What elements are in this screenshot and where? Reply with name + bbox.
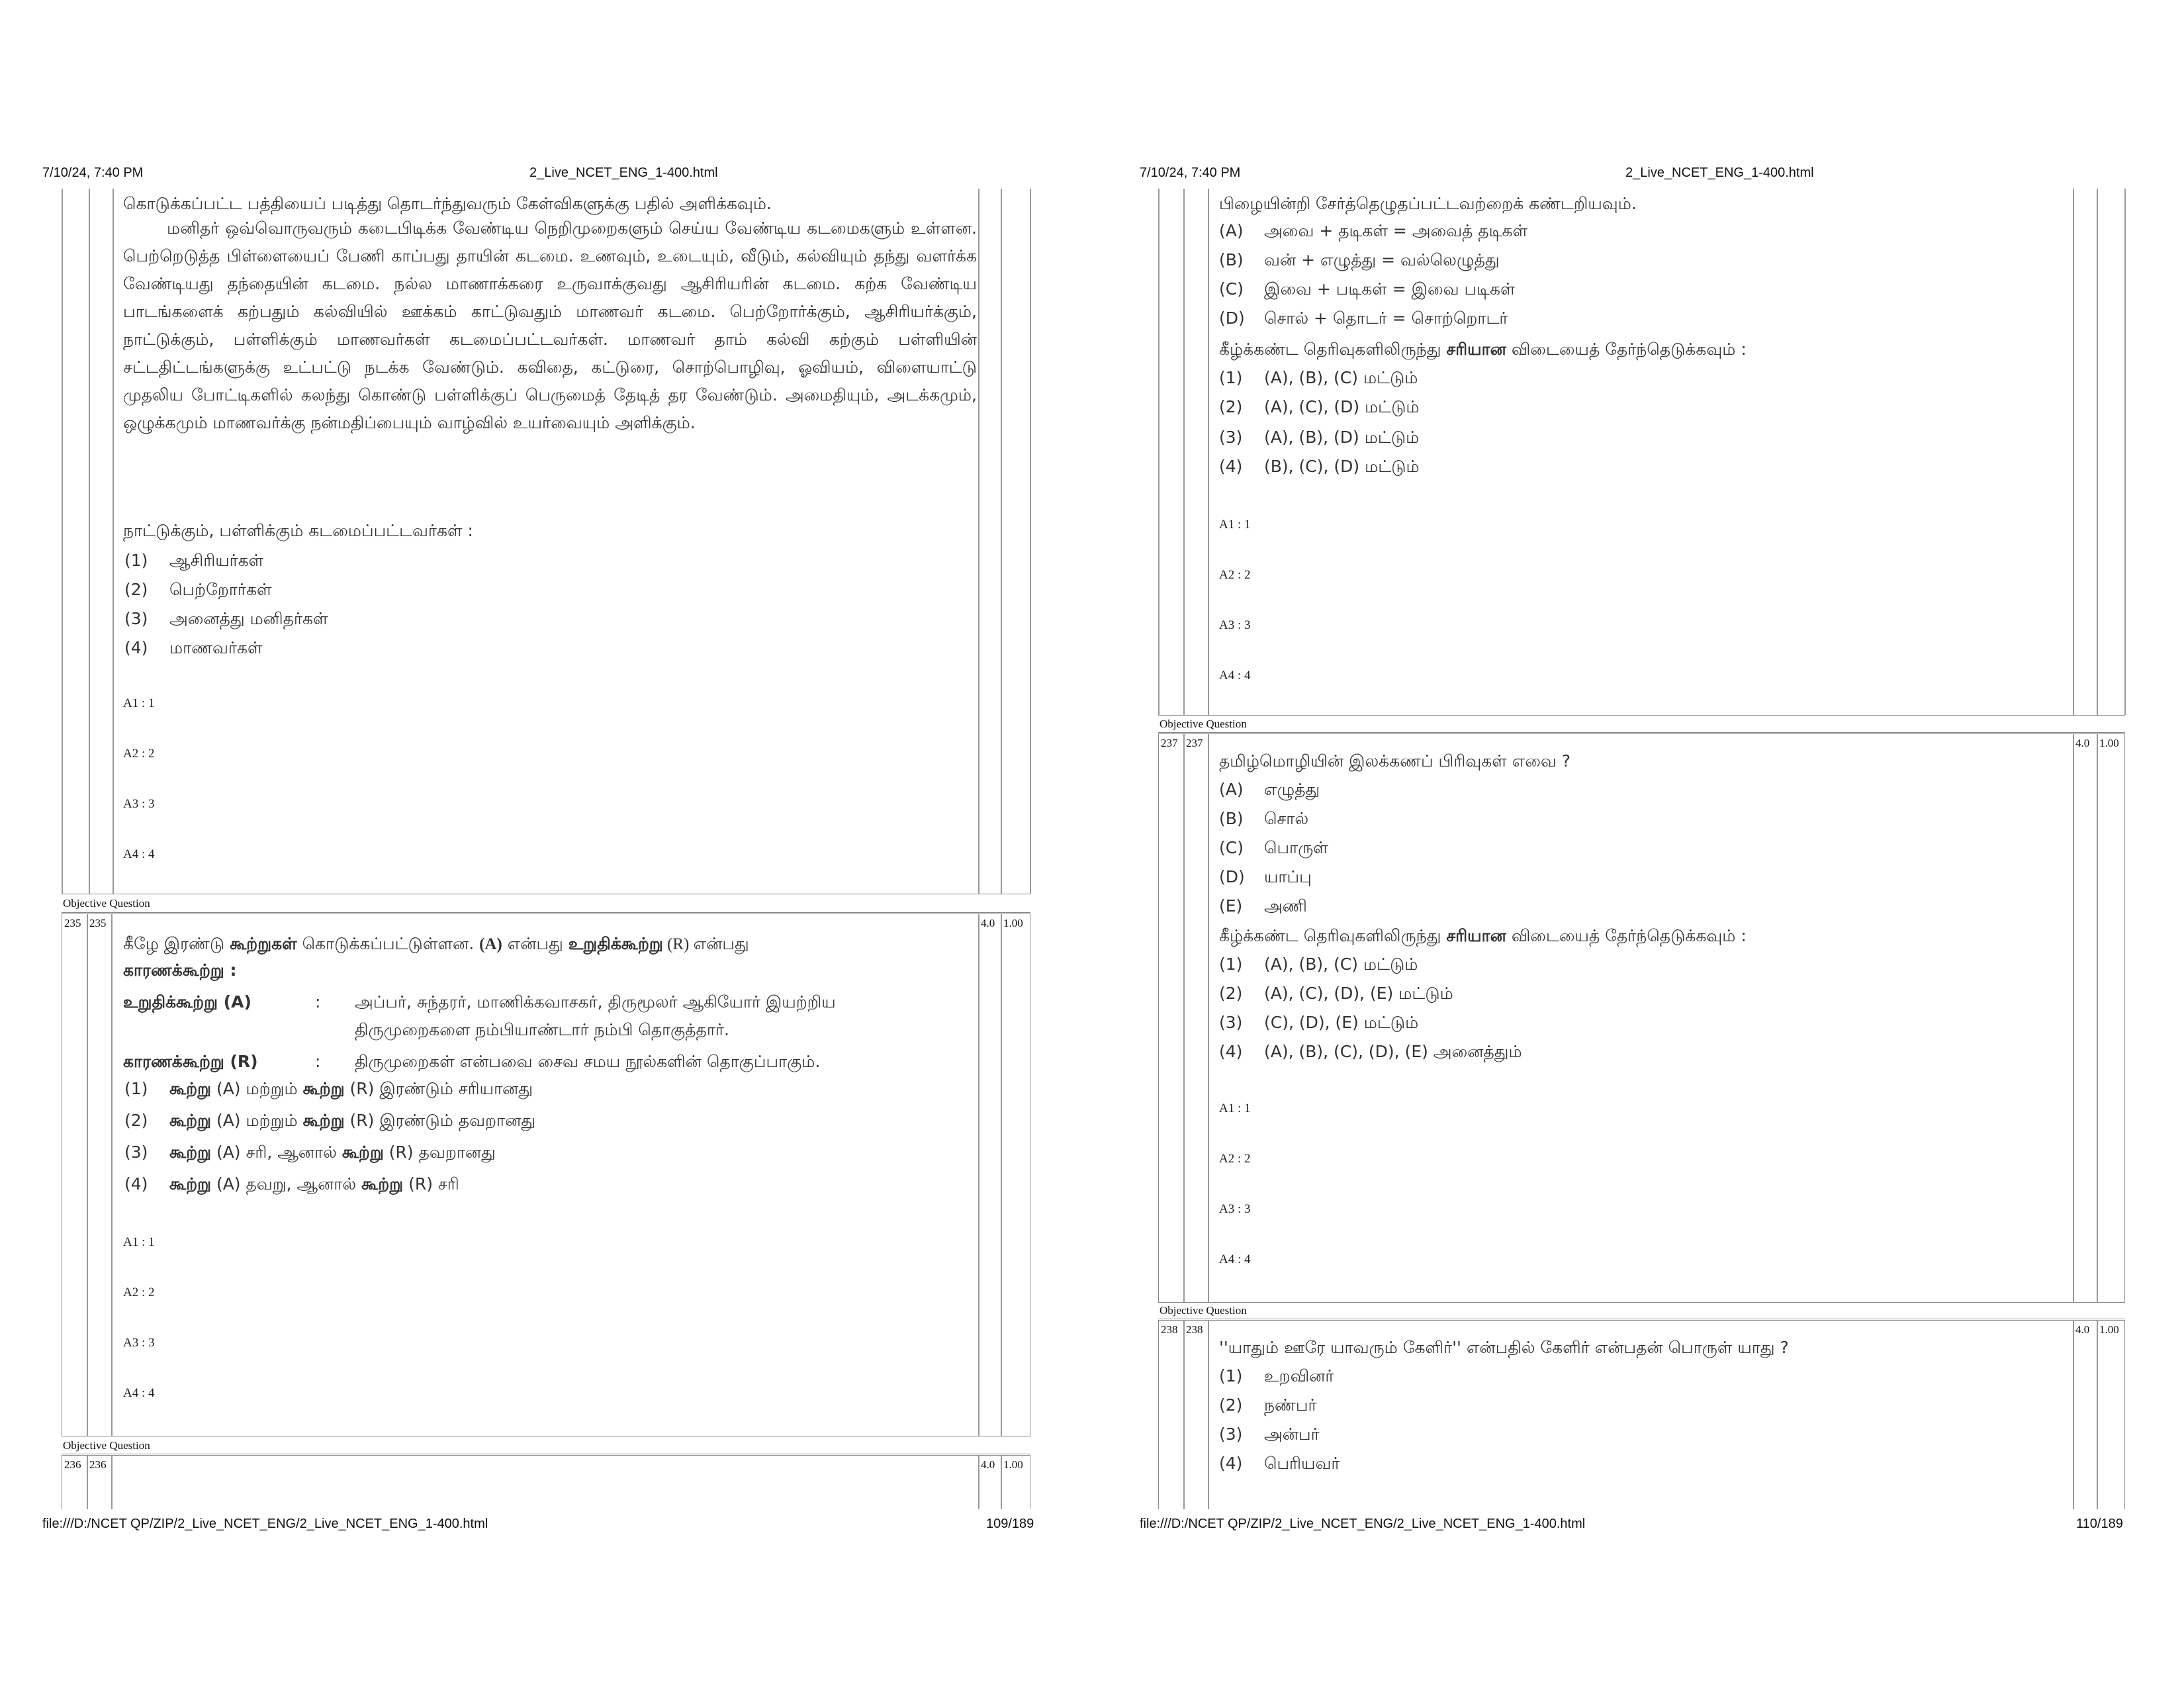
item-text: எழுத்து [1264, 780, 1320, 799]
q238-col-line [2073, 1320, 2074, 1509]
item-text: அவை + தடிகள் = அவைத் தடிகள் [1264, 221, 1528, 240]
q235-option-2 [124, 1111, 535, 1133]
option-key: (1) [1219, 955, 1243, 974]
item-text: பொருள் [1264, 838, 1328, 857]
objective-question-label: Objective Question [63, 897, 150, 910]
q234-option-3 [124, 609, 328, 631]
q235-col-line [1001, 914, 1002, 1436]
q236-option-2 [1219, 397, 1420, 419]
q235-line1 [123, 931, 749, 958]
option-key: (2) [1219, 984, 1243, 1003]
q237-option-2 [1219, 984, 1453, 1006]
colon: : [315, 1052, 321, 1071]
text-bold: சரியான [1446, 926, 1506, 945]
option-key: (2) [124, 1111, 148, 1130]
option-text: (B), (C), (D) மட்டும் [1264, 457, 1420, 476]
item-key: (D) [1219, 867, 1245, 886]
option-key: (3) [1219, 1425, 1243, 1444]
text: கீழ்க்கண்ட தெரிவுகளிலிருந்து [1219, 340, 1447, 359]
q237-col-line [1183, 733, 1185, 1303]
text: (A) மற்றும் [211, 1111, 303, 1130]
q236-item-c [1219, 279, 1516, 301]
q236-option-1 [1219, 368, 1418, 390]
q237-answer-3: A3 : 3 [1219, 1202, 1251, 1216]
text-bold: கூற்று [361, 1174, 404, 1194]
option-text: மாணவர்கள் [169, 638, 263, 657]
q238-option-2 [1219, 1395, 1317, 1417]
q235-assertion [123, 989, 836, 1015]
q235-option-4 [124, 1174, 459, 1196]
assertion-label: உறுதிக்கூற்று (A) [123, 992, 251, 1011]
q236-marks: 4.0 [981, 1458, 995, 1471]
q235-answer-4: A4 : 4 [123, 1386, 155, 1400]
q237-option-4 [1219, 1042, 1522, 1064]
q234-option-2 [124, 580, 272, 602]
q234-option-4 [124, 638, 263, 660]
option-text: (A), (B), (C) மட்டும் [1264, 955, 1418, 974]
option-text: (C), (D), (E) மட்டும் [1264, 1013, 1419, 1032]
option-key: (4) [1219, 1042, 1243, 1061]
left-col-line [1030, 189, 1031, 894]
q234-answer-4: A4 : 4 [123, 847, 155, 861]
q235-col-line [978, 914, 979, 1436]
item-text: இவை + படிகள் = இவை படிகள் [1264, 279, 1516, 299]
q234-answer-3: A3 : 3 [123, 797, 155, 811]
q235-answer-1: A1 : 1 [123, 1235, 155, 1249]
left-col-line [113, 189, 114, 894]
text: கீழே இரண்டு [123, 934, 230, 953]
q238-col-line [1208, 1320, 1209, 1509]
assertion-text: அப்பர், சுந்தரர், மாணிக்கவாசகர், திருமூலர் ஆகியோர் இயற்றிய [355, 992, 836, 1011]
q238-negative: 1.00 [2099, 1323, 2119, 1336]
q237-item-a [1219, 780, 1320, 802]
q236-choose [1219, 336, 1747, 363]
q237-marks: 4.0 [2075, 737, 2090, 749]
reason-label: காரணக்கூற்று (R) [123, 1052, 258, 1071]
q236-item-a [1219, 221, 1527, 243]
item-text: சொல் + தொடர் = சொற்றொடர் [1264, 308, 1508, 328]
right-col-line [2073, 189, 2074, 715]
q234-passage-text: மனிதர் ஒவ்வொருவரும் கடைபிடிக்க வேண்டிய நெறிமுறைகளும் செய்ய வேண்டிய கடமைகளும் உள்ளன. பெற்றெடுத்த பிள்ளையைப் பேணி காப்பது தாயின் கடமை. உணவும், உடையும், வீடும், கல்வியும் தந்து வளர்க்க வேண்டியது தந்தையின் கடமை. நல்ல மாணாக்கரை உருவாக்குவது ஆசிரியரின் கடமை. கற்க வேண்டிய பாடங்களைக் கற்பதும் கல்வியில் ஊக்கம் காட்டுவதும் மாணவர் கடமை. பெற்றோர்க்கும், ஆசிரியர்க்கும், நாட்டுக்கும், பள்ளிக்கும் மாணவர்கள் கடமைப்பட்டவர்கள். மாணவர் தாம் கல்வி கற்கும் பள்ளியின் சட்டதிட்டங்களுக்கு உட்பட்டு நடக்க வேண்டும். கவிதை, கட்டுரை, சொற்பொழிவு, ஓவியம், விளையாட்டு முதலிய போட்டிகளில் கலந்து கொண்டு பள்ளிக்குப் பெருமைத் தேடித் தர வேண்டும். அமைதியும், அடக்கமும், ஒழுக்கமும் மாணவர்க்கு நன்மதிப்பையும் வாழ்வில் உயர்வையும் அளிக்கும். [123, 218, 977, 432]
item-text: அணி [1264, 896, 1307, 915]
q237-option-3 [1219, 1013, 1418, 1035]
q234-answer-2: A2 : 2 [123, 747, 155, 761]
option-key: (2) [1219, 397, 1243, 416]
objective-question-label: Objective Question [1160, 1304, 1247, 1317]
text-bold: கூற்று [302, 1111, 345, 1130]
text: (R) தவறானது [383, 1143, 496, 1162]
q237-negative: 1.00 [2099, 737, 2119, 749]
q236-col-line [87, 1455, 88, 1509]
item-key: (C) [1219, 838, 1244, 857]
text: கொடுக்கப்பட்டுள்ளன. [296, 934, 480, 953]
right-col-line [1208, 189, 1209, 715]
option-key: (4) [1219, 457, 1243, 476]
option-text: ஆசிரியர்கள் [169, 551, 264, 570]
text-bold: கூற்று [169, 1143, 211, 1162]
q236-item-b [1219, 250, 1500, 272]
q238-col-line [1183, 1320, 1185, 1509]
text-bold: உறுதிக்கூற்று [568, 934, 663, 953]
q235-col-line [87, 914, 88, 1436]
q235-reason [123, 1049, 820, 1075]
item-key: (E) [1219, 896, 1243, 915]
text-bold: கூற்று [341, 1143, 384, 1162]
q237-col-line [2097, 733, 2098, 1303]
q237-item-c [1219, 838, 1328, 860]
option-key: (3) [124, 1143, 148, 1162]
right-page [1092, 0, 2184, 1688]
q237-item-d [1219, 867, 1312, 889]
q235-answer-2: A2 : 2 [123, 1286, 155, 1299]
q236-col-line [1001, 1455, 1002, 1509]
left-header-file: 2_Live_NCET_ENG_1-400.html [529, 165, 718, 180]
right-col-line [1158, 189, 1160, 715]
option-key: (3) [1219, 1013, 1243, 1032]
text: விடையைத் தேர்ந்தெடுக்கவும் : [1506, 926, 1747, 945]
text-bold: கூற்று [169, 1079, 211, 1098]
row-divider [1158, 715, 2125, 716]
q236-answer-3: A3 : 3 [1219, 618, 1251, 632]
option-key: (4) [124, 1174, 148, 1194]
q234-answer-1: A1 : 1 [123, 696, 155, 710]
right-header-file: 2_Live_NCET_ENG_1-400.html [1625, 165, 1814, 180]
option-text: பெற்றோர்கள் [169, 580, 272, 599]
left-col-line [1001, 189, 1002, 894]
q234-passage [123, 214, 977, 437]
left-col-line [62, 189, 63, 894]
q234-intro: கொடுக்கப்பட்ட பத்தியைப் படித்து தொடர்ந்துவரும் கேள்விகளுக்கு பதில் அளிக்கவும். [123, 194, 772, 213]
q237-col-line [2073, 733, 2074, 1303]
text: (R) இரண்டும் தவறானது [344, 1111, 536, 1130]
right-col-line [1183, 189, 1185, 715]
q236-option-3 [1219, 428, 1419, 449]
q235-serial: 235 [89, 917, 107, 929]
left-footer-path: file:///D:/NCET QP/ZIP/2_Live_NCET_ENG/2_Live_NCET_ENG_1-400.html [42, 1517, 488, 1531]
q238-option-4 [1219, 1454, 1340, 1476]
text-bold: கூற்றுகள் [230, 934, 297, 953]
q238-intro: ''யாதும் ஊரே யாவரும் கேளிர்'' என்பதில் கேளிர் என்பதன் பொருள் யாது ? [1219, 1338, 1789, 1357]
text: (A) மற்றும் [211, 1079, 303, 1098]
option-text: அனைத்து மனிதர்கள் [169, 609, 328, 628]
text: (R) சரி [403, 1174, 459, 1194]
option-text: (A), (C), (D), (E) மட்டும் [1264, 984, 1453, 1003]
q236-number: 236 [64, 1458, 81, 1471]
q237-item-b [1219, 809, 1308, 831]
option-key: (1) [124, 1079, 148, 1098]
right-footer-path: file:///D:/NCET QP/ZIP/2_Live_NCET_ENG/2_Live_NCET_ENG_1-400.html [1140, 1517, 1586, 1531]
q237-answer-4: A4 : 4 [1219, 1252, 1251, 1266]
q235-negative: 1.00 [1003, 917, 1023, 929]
option-text: (A), (B), (C), (D), (E) அனைத்தும் [1264, 1042, 1522, 1061]
right-col-line [2097, 189, 2098, 715]
q238-option-3 [1219, 1425, 1320, 1446]
q235-assertion-cont: திருமுறைகளை நம்பியாண்டார் நம்பி தொகுத்தார். [355, 1020, 729, 1039]
item-text: சொல் [1264, 809, 1309, 828]
q236-serial: 236 [89, 1458, 107, 1471]
q236-intro: பிழையின்றி சேர்த்தெழுதப்பட்டவற்றைக் கண்டறியவும். [1219, 194, 1637, 213]
q237-answer-2: A2 : 2 [1219, 1152, 1251, 1166]
option-key: (2) [124, 580, 148, 599]
option-key: (1) [1219, 368, 1243, 387]
option-text: பெரியவர் [1264, 1454, 1340, 1473]
text-bold: கூற்று [169, 1111, 211, 1130]
q235-number: 235 [64, 917, 81, 929]
q237-item-e [1219, 896, 1307, 918]
row-divider [1158, 732, 2125, 733]
option-text: நண்பர் [1264, 1395, 1317, 1415]
text: கீழ்க்கண்ட தெரிவுகளிலிருந்து [1219, 926, 1447, 945]
q237-answer-1: A1 : 1 [1219, 1102, 1251, 1115]
option-key: (4) [124, 638, 148, 657]
option-key: (1) [124, 551, 148, 570]
text-bold: (A) [479, 935, 502, 953]
item-key: (D) [1219, 308, 1245, 328]
q235-line2: காரணக்கூற்று : [123, 961, 237, 980]
left-col-line [89, 189, 90, 894]
q238-option-1 [1219, 1366, 1334, 1388]
q237-number: 237 [1161, 737, 1178, 749]
left-header-date: 7/10/24, 7:40 PM [42, 165, 144, 180]
right-col-line [2124, 189, 2126, 715]
q235-answer-3: A3 : 3 [123, 1336, 155, 1350]
objective-question-label: Objective Question [1160, 718, 1247, 730]
q236-negative: 1.00 [1003, 1458, 1023, 1471]
right-header-date: 7/10/24, 7:40 PM [1140, 165, 1241, 180]
item-key: (B) [1219, 809, 1244, 828]
option-key: (2) [1219, 1395, 1243, 1415]
q236-item-d [1219, 308, 1508, 330]
q238-number: 238 [1161, 1323, 1178, 1336]
text-bold: கூற்று [302, 1079, 345, 1098]
q236-answer-2: A2 : 2 [1219, 568, 1251, 582]
q238-serial: 238 [1186, 1323, 1203, 1336]
item-key: (A) [1219, 221, 1244, 240]
option-key: (3) [1219, 428, 1243, 447]
option-text: (A), (B), (D) மட்டும் [1264, 428, 1420, 447]
q236-answer-4: A4 : 4 [1219, 669, 1251, 682]
q236-option-4 [1219, 457, 1420, 479]
text: (R) என்பது [662, 935, 749, 953]
colon: : [315, 992, 321, 1011]
option-text: அன்பர் [1264, 1425, 1320, 1444]
q236-col-line [111, 1455, 113, 1509]
option-text: உறவினர் [1264, 1366, 1334, 1385]
q236-answer-1: A1 : 1 [1219, 518, 1251, 532]
q235-option-1 [124, 1079, 533, 1101]
q237-intro: தமிழ்மொழியின் இலக்கணப் பிரிவுகள் எவை ? [1219, 751, 1571, 771]
reason-text: திருமுறைகள் என்பவை சைவ சமய நூல்களின் தொகுப்பாகும். [355, 1052, 821, 1071]
objective-question-label: Objective Question [63, 1439, 150, 1452]
item-key: (C) [1219, 279, 1244, 299]
right-footer-page: 110/189 [2076, 1517, 2123, 1531]
left-col-line [978, 189, 979, 894]
option-key: (4) [1219, 1454, 1243, 1473]
left-footer-page: 109/189 [986, 1517, 1034, 1531]
text-bold: கூற்று [169, 1174, 211, 1194]
q237-option-1 [1219, 955, 1418, 976]
q235-col-line [111, 914, 113, 1436]
text: (A) தவறு, ஆனால் [211, 1174, 362, 1194]
row-divider [62, 912, 1030, 913]
q236-row-start [62, 1455, 1030, 1509]
q234-question: நாட்டுக்கும், பள்ளிக்கும் கடமைப்பட்டவர்கள் : [123, 521, 473, 540]
q235-option-3 [124, 1143, 496, 1164]
item-key: (B) [1219, 250, 1244, 269]
item-text: வன் + எழுத்து = வல்லெழுத்து [1264, 250, 1500, 269]
q238-marks: 4.0 [2075, 1323, 2090, 1336]
text: (A) சரி, ஆனால் [211, 1143, 342, 1162]
text-bold: சரியான [1446, 340, 1506, 359]
text: விடையைத் தேர்ந்தெடுக்கவும் : [1506, 340, 1747, 359]
q235-marks: 4.0 [981, 917, 995, 929]
item-key: (A) [1219, 780, 1244, 799]
option-text: (A), (C), (D) மட்டும் [1264, 397, 1420, 416]
text: (R) இரண்டும் சரியானது [344, 1079, 533, 1098]
q238-col-line [2097, 1320, 2098, 1509]
item-text: யாப்பு [1264, 867, 1312, 886]
q234-option-1 [124, 551, 263, 573]
text: என்பது [502, 934, 569, 953]
q237-col-line [1208, 733, 1209, 1303]
option-text: (A), (B), (C) மட்டும் [1264, 368, 1418, 387]
q237-choose [1219, 923, 1747, 949]
q237-serial: 237 [1186, 737, 1203, 749]
q236-col-line [978, 1455, 979, 1509]
option-key: (1) [1219, 1366, 1243, 1385]
option-key: (3) [124, 609, 148, 628]
